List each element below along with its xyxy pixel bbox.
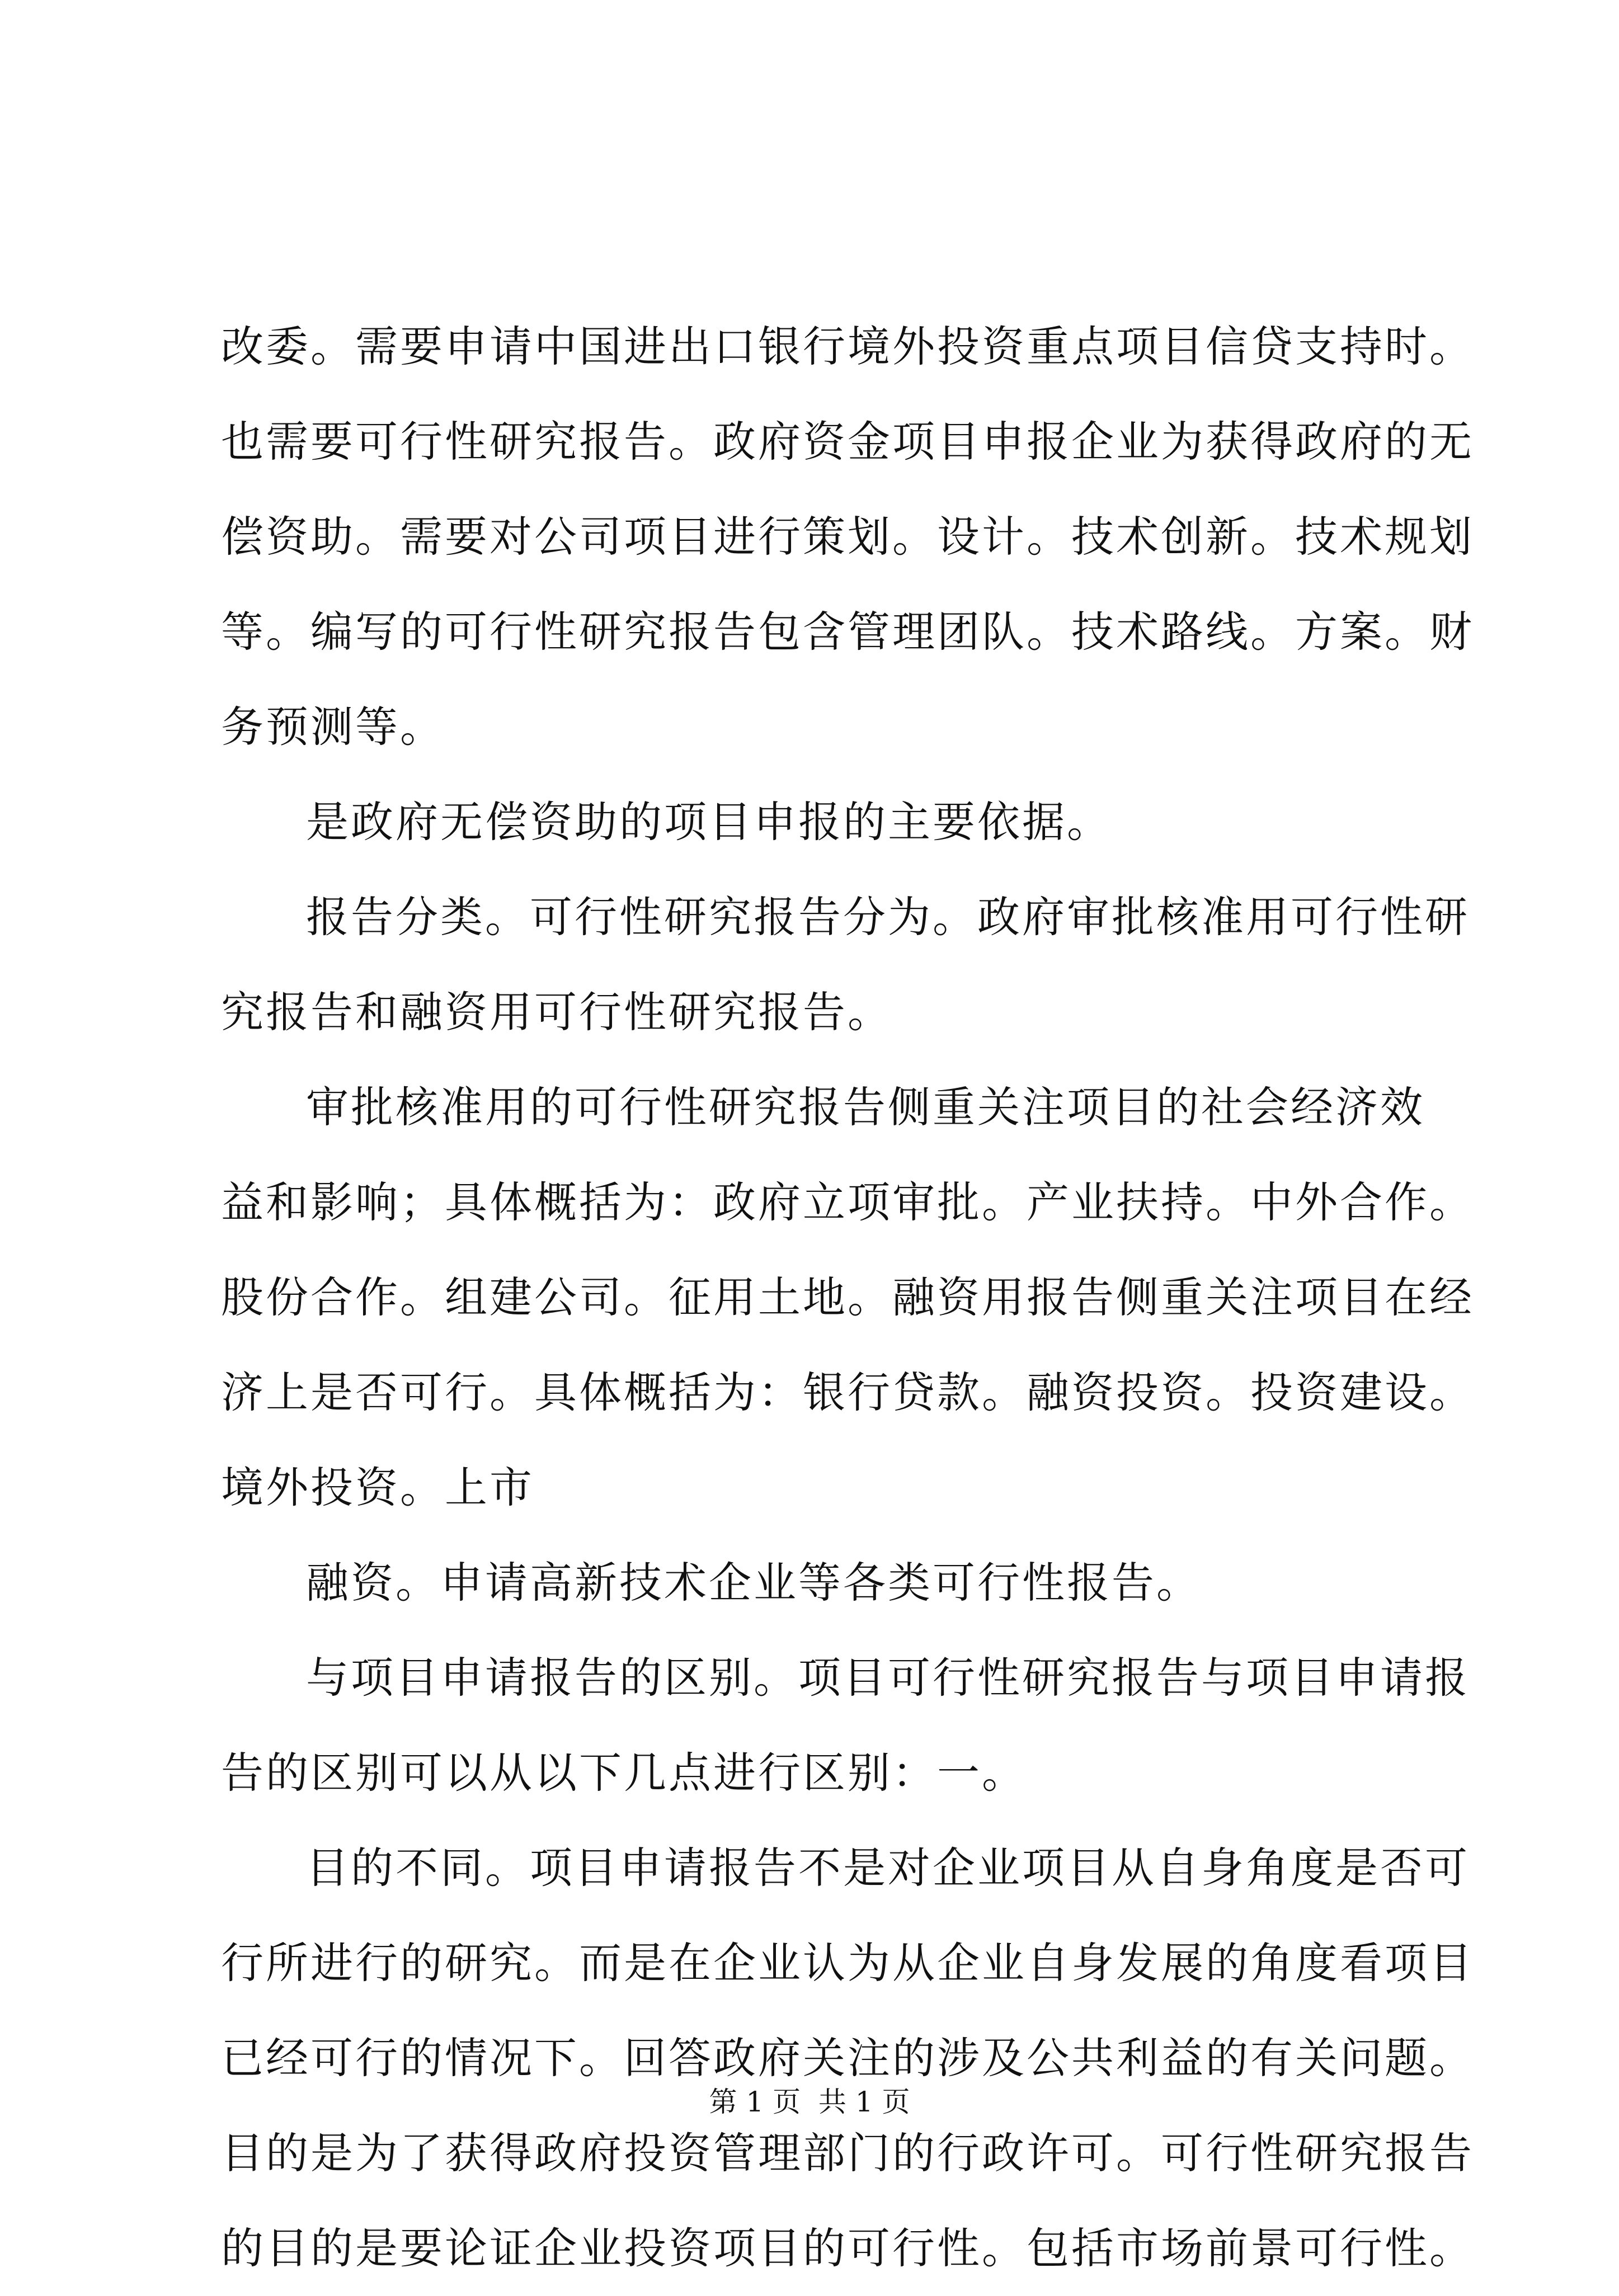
text-line: 等。编写的可行性研究报告包含管理团队。技术路线。方案。财 <box>221 607 1474 657</box>
text-line: 的目的是要论证企业投资项目的可行性。包括市场前景可行性。 <box>221 2223 1474 2273</box>
text-line: 也需要可行性研究报告。政府资金项目申报企业为获得政府的无 <box>221 417 1474 466</box>
text-line: 已经可行的情况下。回答政府关注的涉及公共利益的有关问题。 <box>221 2033 1474 2083</box>
text-line: 目的是为了获得政府投资管理部门的行政许可。可行性研究报告 <box>221 2128 1474 2178</box>
text-line: 改委。需要申请中国进出口银行境外投资重点项目信贷支持时。 <box>221 322 1474 371</box>
text-line: 目的不同。项目申请报告不是对企业项目从自身角度是否可 <box>306 1843 1470 1893</box>
text-line: 告的区别可以从以下几点进行区别：一。 <box>221 1748 1027 1798</box>
body-text <box>221 299 1474 2296</box>
text-line: 济上是否可行。具体概括为：银行贷款。融资投资。投资建设。 <box>221 1368 1474 1417</box>
text-line: 审批核准用的可行性研究报告侧重关注项目的社会经济效 <box>306 1082 1425 1132</box>
page-footer: 第 1 页 共 1 页 <box>709 2086 910 2118</box>
text-line: 境外投资。上市 <box>221 1463 534 1512</box>
text-line: 是政府无偿资助的项目申报的主要依据。 <box>306 797 1112 847</box>
text-line: 行所进行的研究。而是在企业认为从企业自身发展的角度看项目 <box>221 1938 1474 1988</box>
text-line: 偿资助。需要对公司项目进行策划。设计。技术创新。技术规划 <box>221 512 1474 562</box>
text-line: 与项目申请报告的区别。项目可行性研究报告与项目申请报 <box>306 1653 1470 1703</box>
text-line: 益和影响；具体概括为：政府立项审批。产业扶持。中外合作。 <box>221 1177 1474 1227</box>
text-line: 务预测等。 <box>221 702 445 752</box>
text-line: 股份合作。组建公司。征用土地。融资用报告侧重关注项目在经 <box>221 1272 1474 1322</box>
text-line: 融资。申请高新技术企业等各类可行性报告。 <box>306 1558 1201 1607</box>
text-line: 报告分类。可行性研究报告分为。政府审批核准用可行性研 <box>306 892 1470 942</box>
text-line: 究报告和融资用可行性研究报告。 <box>221 987 892 1037</box>
